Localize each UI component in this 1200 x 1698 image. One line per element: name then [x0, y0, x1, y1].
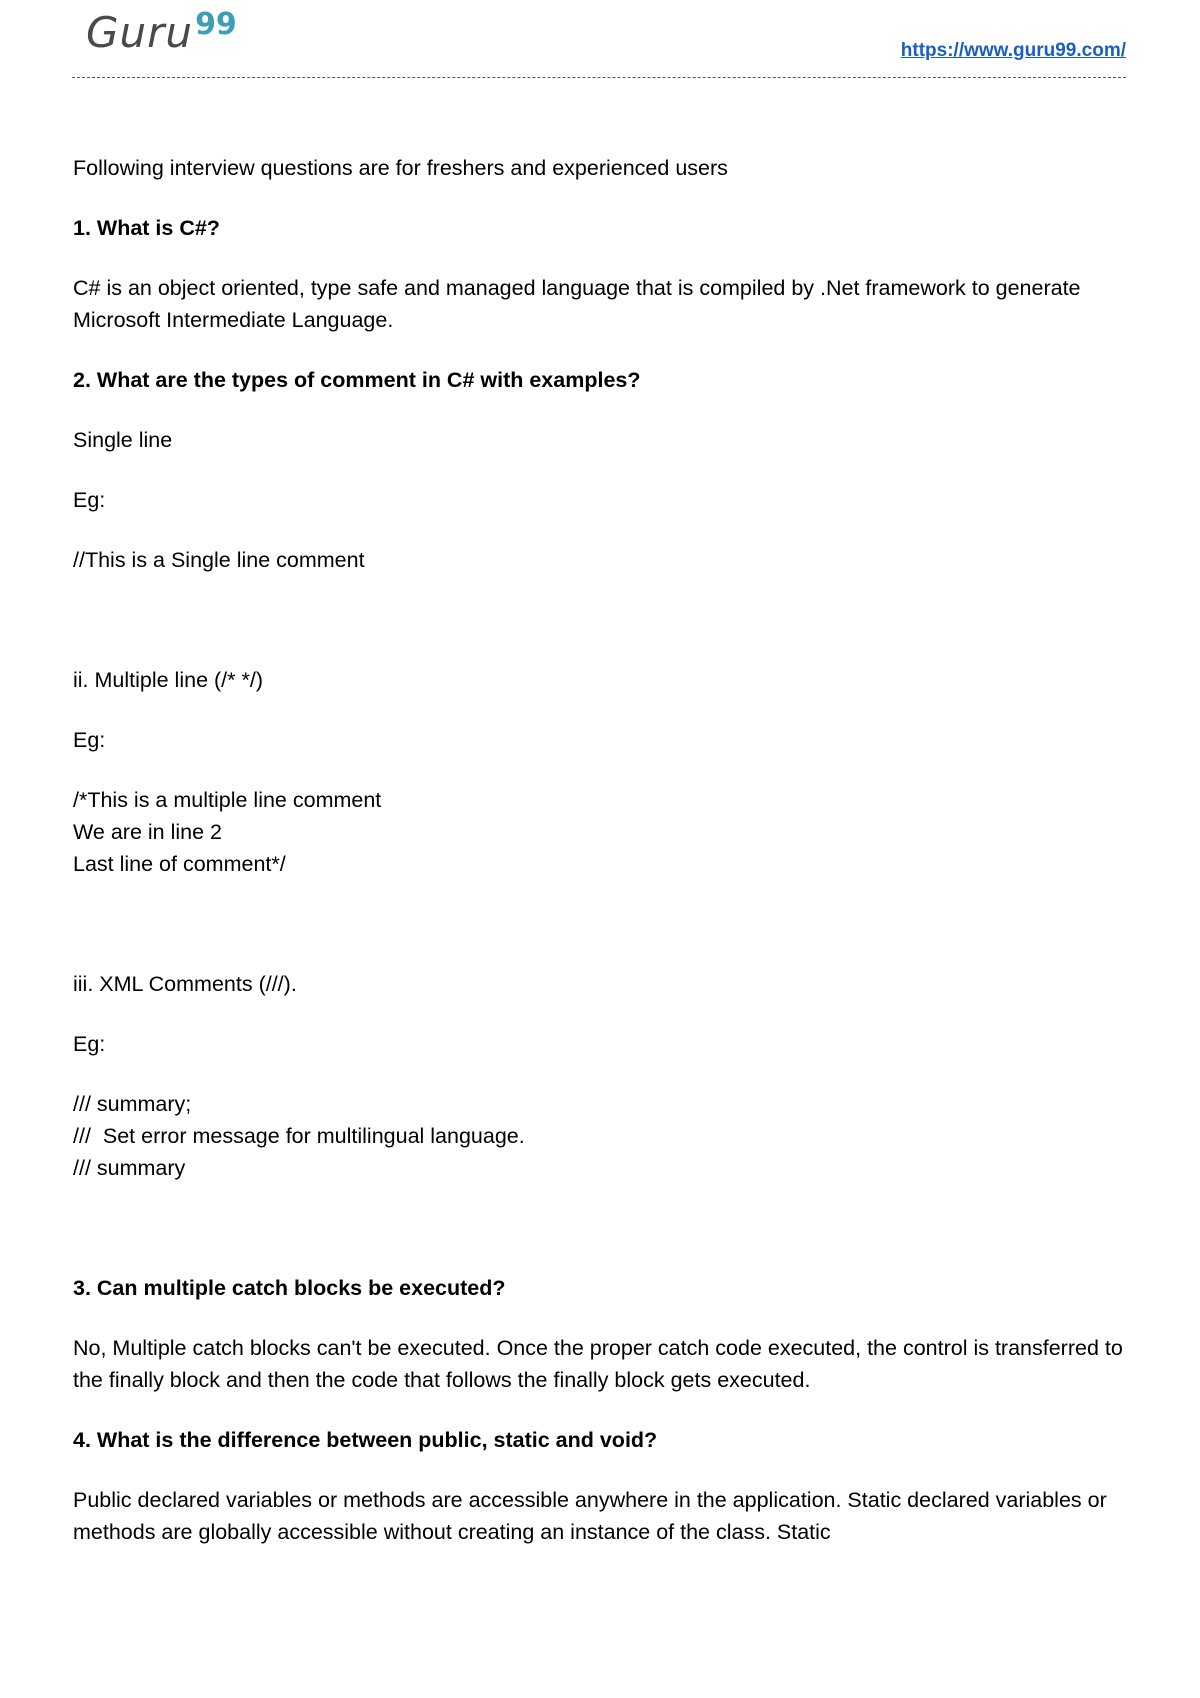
site-url-link[interactable]: https://www.guru99.com/	[900, 40, 1126, 61]
example-label-1: Eg:	[73, 488, 106, 512]
question-1: 1. What is C#?	[73, 216, 220, 240]
xml-comment-line: /// Set error message for multilingual language.	[73, 1124, 525, 1148]
answer-3: No, Multiple catch blocks can't be executed. Once the proper catch code executed, the control is transferred to the finally block and then the code that follows the finally block gets executed.	[73, 1336, 1123, 1392]
question-3: 3. Can multiple catch blocks be executed?	[73, 1276, 506, 1300]
multiple-line-label: ii. Multiple line (/* */)	[73, 668, 263, 692]
question-2: 2. What are the types of comment in C# with examples?	[73, 368, 641, 392]
multi-comment-line: We are in line 2	[73, 820, 222, 844]
answer-1: C# is an object oriented, type safe and managed language that is compiled by .Net framework to generate Microsoft Intermediate Language.	[73, 276, 1081, 332]
header-divider	[72, 77, 1126, 78]
single-line-label: Single line	[73, 428, 173, 452]
document-content	[73, 152, 1138, 1576]
intro-text: Following interview questions are for freshers and experienced users	[73, 156, 728, 180]
multi-comment-line: Last line of comment*/	[73, 852, 286, 876]
xml-comment-line: /// summary;	[73, 1092, 192, 1116]
multi-comment-line: /*This is a multiple line comment	[73, 788, 382, 812]
answer-4: Public declared variables or methods are accessible anywhere in the application. Static declared variables or methods are globally accessible without creating an instance of the class. Static	[73, 1488, 1107, 1544]
guru99-logo[interactable]	[86, 8, 237, 58]
single-line-comment-example: //This is a Single line comment	[73, 548, 365, 572]
multiple-line-comment-example	[73, 784, 1138, 880]
example-label-2: Eg:	[73, 728, 106, 752]
question-4: 4. What is the difference between public, static and void?	[73, 1428, 658, 1452]
logo-text: Guru	[86, 8, 194, 57]
xml-comment-line: /// summary	[73, 1156, 186, 1180]
xml-comments-label: iii. XML Comments (///).	[73, 972, 297, 996]
example-label-3: Eg:	[73, 1032, 106, 1056]
xml-comment-example	[73, 1088, 1138, 1184]
logo-number: 99	[195, 7, 237, 42]
